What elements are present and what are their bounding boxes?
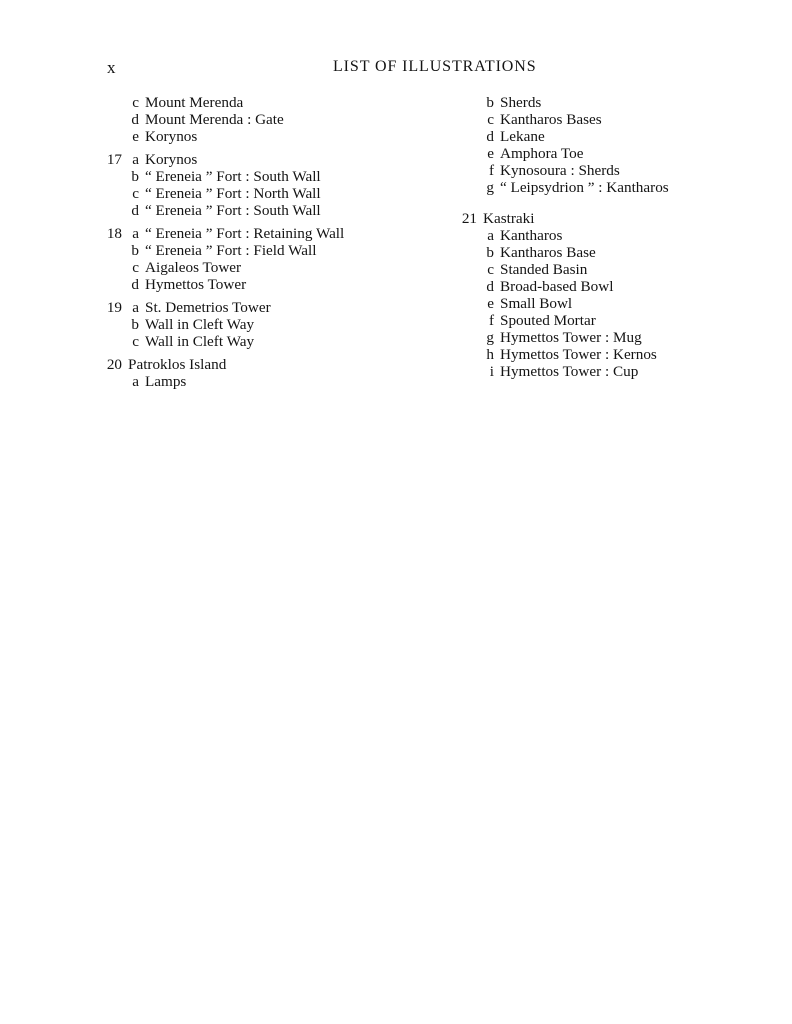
item-letter: b [486,94,494,111]
item-letter: g [486,329,494,346]
list-item [455,244,755,261]
group-heading-label: Patroklos Island [128,356,227,373]
item-letter: d [486,128,494,145]
list-item [455,145,755,162]
item-label: Standed Basin [500,261,588,278]
list-item [455,312,755,329]
plate-number: 17 [106,151,122,168]
plate-number: 20 [106,356,122,373]
list-item [100,333,400,350]
item-letter: f [488,162,494,179]
item-label: Mount Merenda : Gate [145,111,284,128]
list-item [455,329,755,346]
item-letter: a [132,373,139,390]
item-letter: d [131,202,139,219]
item-letter: a [132,151,139,168]
entry-group [100,356,400,390]
item-letter: d [131,276,139,293]
entry-group [455,210,755,380]
item-letter: f [488,312,494,329]
list-item [455,363,755,380]
item-label: Korynos [145,128,198,145]
item-label: “ Ereneia ” Fort : Field Wall [145,242,317,259]
item-letter: c [132,185,139,202]
list-item [100,111,400,128]
item-label: Kantharos Bases [500,111,602,128]
group-heading-label: Kastraki [483,210,535,227]
list-item [455,295,755,312]
plate-number: 19 [106,299,122,316]
plate-number: 18 [106,225,122,242]
list-item [100,276,400,293]
list-item [455,227,755,244]
list-item [455,111,755,128]
item-label: Sherds [500,94,542,111]
item-label: Mount Merenda [145,94,244,111]
item-label: Wall in Cleft Way [145,316,255,333]
plate-number: 21 [461,210,477,227]
item-label: Broad-based Bowl [500,278,614,295]
list-item [455,261,755,278]
item-letter: b [131,316,139,333]
list-item [455,128,755,145]
item-label: Korynos [145,151,198,168]
item-label: Wall in Cleft Way [145,333,255,350]
item-letter: a [132,299,139,316]
item-label: Amphora Toe [500,145,584,162]
entry-group [455,94,755,196]
list-item [455,179,755,196]
item-label: “ Leipsydrion ” : Kantharos [500,179,669,196]
list-item [100,299,400,316]
item-label: “ Ereneia ” Fort : North Wall [145,185,321,202]
list-item [100,316,400,333]
group-heading [455,210,755,227]
group-heading [100,356,400,373]
item-letter: a [132,225,139,242]
item-label: “ Ereneia ” Fort : South Wall [145,202,321,219]
item-letter: b [486,244,494,261]
list-item [100,225,400,242]
item-letter: h [486,346,494,363]
list-item [100,151,400,168]
item-letter: a [487,227,494,244]
item-label: “ Ereneia ” Fort : Retaining Wall [145,225,345,242]
item-label: Hymettos Tower : Kernos [500,346,657,363]
item-label: Aigaleos Tower [145,259,242,276]
item-letter: b [131,168,139,185]
item-letter: c [487,111,494,128]
item-label: “ Ereneia ” Fort : South Wall [145,168,321,185]
item-label: Hymettos Tower [145,276,247,293]
item-label: Spouted Mortar [500,312,596,329]
item-letter: b [131,242,139,259]
item-label: Kynosoura : Sherds [500,162,620,179]
list-item [100,202,400,219]
entry-group [100,225,400,293]
list-item [455,94,755,111]
item-label: Hymettos Tower : Cup [500,363,639,380]
running-head: LIST OF ILLUSTRATIONS [333,58,537,75]
list-item [100,168,400,185]
entry-group [100,299,400,350]
list-item [100,94,400,111]
item-label: St. Demetrios Tower [145,299,271,316]
right-column [455,94,755,380]
item-letter: g [486,179,494,196]
list-item [100,242,400,259]
item-label: Small Bowl [500,295,573,312]
item-letter: c [132,94,139,111]
item-letter: i [489,363,494,380]
item-letter: e [132,128,139,145]
list-item [455,346,755,363]
item-label: Kantharos Base [500,244,596,261]
item-letter: c [487,261,494,278]
left-column [100,94,400,390]
item-label: Kantharos [500,227,563,244]
list-item [100,373,400,390]
item-letter: d [486,278,494,295]
item-label: Hymettos Tower : Mug [500,329,642,346]
item-letter: e [487,295,494,312]
item-letter: d [131,111,139,128]
item-letter: c [132,259,139,276]
item-label: Lamps [145,373,187,390]
list-item [455,162,755,179]
list-item [100,128,400,145]
entry-group [100,94,400,145]
item-letter: e [487,145,494,162]
list-item [100,185,400,202]
item-letter: c [132,333,139,350]
page-number: x [107,58,116,77]
list-item [100,259,400,276]
entry-group [100,151,400,219]
list-item [455,278,755,295]
item-label: Lekane [500,128,545,145]
